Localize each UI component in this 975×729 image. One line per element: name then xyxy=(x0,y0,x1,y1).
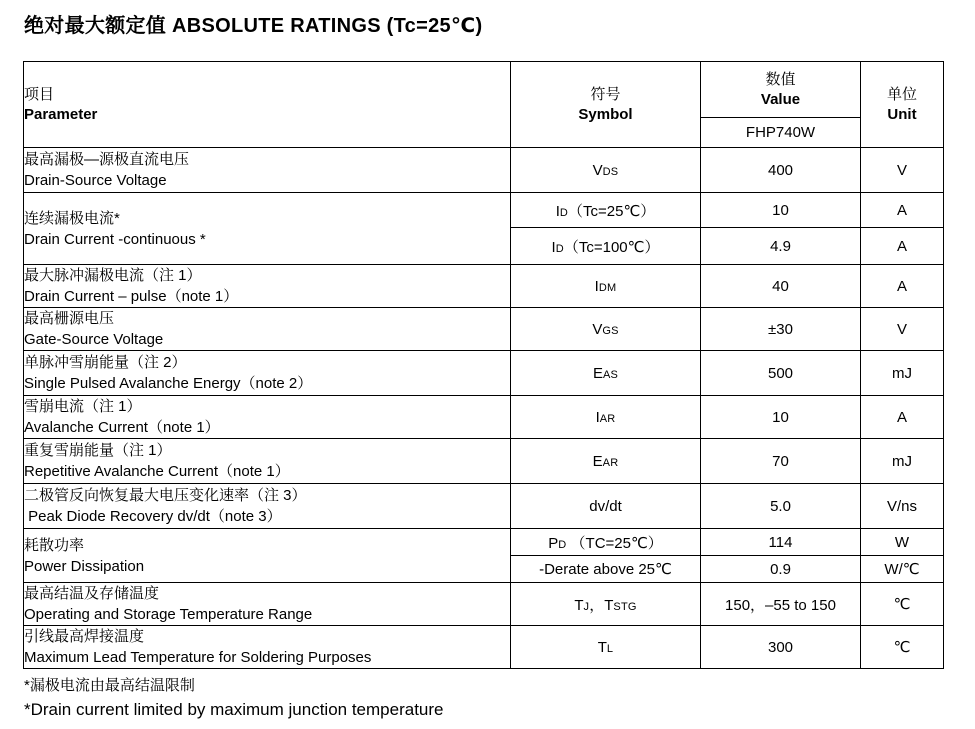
parameter-cell xyxy=(24,626,511,669)
symbol-subscript: D xyxy=(555,242,564,255)
parameter-en: Drain Current – pulse（note 1） xyxy=(24,288,239,305)
parameter-en: Avalanche Current（note 1） xyxy=(24,419,220,436)
symbol-text: I xyxy=(551,238,556,256)
symbol-cell xyxy=(511,556,701,583)
unit-cell: V/ns xyxy=(861,484,944,529)
parameter-cell xyxy=(24,351,511,396)
unit-cell: ℃ xyxy=(861,626,944,669)
value-cell: 114 xyxy=(701,529,861,556)
footnotes xyxy=(24,674,975,722)
table-row xyxy=(24,308,944,351)
value-cell: 4.9 xyxy=(701,228,861,265)
footnote-en: *Drain current limited by maximum junction temperature xyxy=(24,700,444,719)
parameter-en: Operating and Storage Temperature Range xyxy=(24,606,313,623)
absolute-ratings-table xyxy=(23,61,944,669)
symbol-cell xyxy=(511,484,701,529)
table-row xyxy=(24,351,944,396)
symbol-cell xyxy=(511,193,701,228)
symbol-subscript: STG xyxy=(613,600,637,613)
unit-cell: mJ xyxy=(861,439,944,484)
parameter-cell xyxy=(24,148,511,193)
symbol-text: T xyxy=(597,638,607,656)
parameter-zh: 重复雪崩能量（注 1） xyxy=(24,442,172,459)
table-row xyxy=(24,148,944,193)
unit-cell: V xyxy=(861,308,944,351)
value-cell: 400 xyxy=(701,148,861,193)
unit-cell: W xyxy=(861,529,944,556)
table-row xyxy=(24,484,944,529)
parameter-en: Peak Diode Recovery dv/dt（note 3） xyxy=(24,508,282,525)
symbol-subscript: D xyxy=(559,206,569,219)
value-cell: 150，–55 to 150 xyxy=(701,583,861,626)
header-symbol-en: Symbol xyxy=(578,105,633,123)
datasheet-page xyxy=(0,9,975,722)
parameter-cell xyxy=(24,439,511,484)
symbol-text: dv/dt xyxy=(589,497,622,515)
parameter-zh: 最高结温及存储温度 xyxy=(24,585,160,602)
symbol-subscript: DS xyxy=(602,165,619,178)
header-symbol-zh: 符号 xyxy=(590,85,621,103)
value-cell: ±30 xyxy=(701,308,861,351)
parameter-cell xyxy=(24,529,511,583)
table-row xyxy=(24,626,944,669)
symbol-subscript: AS xyxy=(602,368,619,381)
parameter-cell xyxy=(24,396,511,439)
symbol-text: T xyxy=(574,596,584,614)
parameter-zh: 连续漏极电流* xyxy=(24,209,120,227)
header-value-en: Value xyxy=(760,90,801,108)
unit-cell: A xyxy=(861,228,944,265)
ratings-body xyxy=(24,148,944,669)
symbol-subscript: L xyxy=(606,642,614,655)
symbol-subscript: AR xyxy=(599,412,616,425)
header-parameter xyxy=(24,62,511,148)
header-parameter-zh: 项目 xyxy=(24,85,55,103)
symbol-cell xyxy=(511,265,701,308)
symbol-cell xyxy=(511,439,701,484)
parameter-cell xyxy=(24,265,511,308)
symbol-cell xyxy=(511,626,701,669)
symbol-text: V xyxy=(592,161,603,179)
symbol-subscript: J xyxy=(583,600,590,613)
symbol-text: I xyxy=(595,408,600,426)
parameter-en: Repetitive Avalanche Current（note 1） xyxy=(24,463,290,480)
footnote-zh: *漏极电流由最高结温限制 xyxy=(24,677,195,694)
unit-cell: W/℃ xyxy=(861,556,944,583)
unit-cell: A xyxy=(861,396,944,439)
symbol-text: （Tc=25℃） xyxy=(568,202,656,220)
header-value xyxy=(701,62,861,118)
value-cell: 10 xyxy=(701,396,861,439)
parameter-zh: 最高漏极—源极直流电压 xyxy=(24,151,190,168)
symbol-subscript: AR xyxy=(602,456,619,469)
symbol-cell xyxy=(511,583,701,626)
parameter-zh: 雪崩电流（注 1） xyxy=(24,398,142,415)
table-row xyxy=(24,439,944,484)
value-cell: 40 xyxy=(701,265,861,308)
parameter-en: Drain-Source Voltage xyxy=(24,172,167,189)
symbol-cell xyxy=(511,396,701,439)
unit-cell: A xyxy=(861,193,944,228)
symbol-text: （Tc=100℃） xyxy=(563,238,660,256)
symbol-text: E xyxy=(592,452,603,470)
symbol-subscript: GS xyxy=(602,324,619,337)
parameter-zh: 最高栅源电压 xyxy=(24,310,115,327)
symbol-text: ， xyxy=(589,596,605,614)
symbol-subscript: DM xyxy=(598,281,617,294)
value-cell: 500 xyxy=(701,351,861,396)
unit-cell: V xyxy=(861,148,944,193)
table-row xyxy=(24,265,944,308)
parameter-zh: 二极管反向恢复最大电压变化速率（注 3） xyxy=(24,487,307,504)
value-cell: 10 xyxy=(701,193,861,228)
symbol-text: I xyxy=(594,277,599,295)
value-cell: 5.0 xyxy=(701,484,861,529)
unit-cell: A xyxy=(861,265,944,308)
parameter-en: Single Pulsed Avalanche Energy（note 2） xyxy=(24,375,313,392)
symbol-text: V xyxy=(592,320,603,338)
parameter-en: Drain Current -continuous * xyxy=(24,230,206,248)
parameter-cell xyxy=(24,484,511,529)
table-row xyxy=(24,529,944,556)
header-unit-en: Unit xyxy=(887,105,917,123)
parameter-zh: 单脉冲雪崩能量（注 2） xyxy=(24,354,187,371)
symbol-text: -Derate above 25℃ xyxy=(539,561,672,578)
parameter-zh: 最大脉冲漏极电流（注 1） xyxy=(24,267,202,284)
model-cell: FHP740W xyxy=(701,118,861,148)
symbol-text: （TC=25℃） xyxy=(566,534,663,552)
header-value-zh: 数值 xyxy=(765,70,796,88)
unit-cell: mJ xyxy=(861,351,944,396)
value-cell: 70 xyxy=(701,439,861,484)
value-cell: 300 xyxy=(701,626,861,669)
header-symbol xyxy=(511,62,701,148)
header-unit xyxy=(861,62,944,148)
value-cell: 0.9 xyxy=(701,556,861,583)
symbol-subscript: D xyxy=(558,538,567,551)
symbol-cell xyxy=(511,351,701,396)
parameter-cell xyxy=(24,193,511,265)
parameter-cell xyxy=(24,583,511,626)
unit-cell: ℃ xyxy=(861,583,944,626)
table-row xyxy=(24,396,944,439)
symbol-text: I xyxy=(555,202,560,220)
symbol-cell xyxy=(511,148,701,193)
table-row xyxy=(24,583,944,626)
parameter-en: Gate-Source Voltage xyxy=(24,331,164,348)
header-unit-zh: 单位 xyxy=(886,85,917,103)
parameter-en: Maximum Lead Temperature for Soldering Purposes xyxy=(24,649,372,666)
parameter-cell xyxy=(24,308,511,351)
symbol-text: E xyxy=(592,364,603,382)
symbol-cell xyxy=(511,228,701,265)
header-parameter-en: Parameter xyxy=(24,105,98,123)
symbol-cell xyxy=(511,529,701,556)
table-row xyxy=(24,193,944,228)
symbol-text: P xyxy=(548,534,559,552)
page-title: 绝对最大额定值 ABSOLUTE RATINGS (Tc=25℃) xyxy=(24,15,483,37)
symbol-text: T xyxy=(604,596,614,614)
parameter-en: Power Dissipation xyxy=(24,557,145,575)
parameter-zh: 耗散功率 xyxy=(24,536,85,554)
header-row-top xyxy=(24,62,944,118)
parameter-zh: 引线最高焊接温度 xyxy=(24,628,145,645)
symbol-cell xyxy=(511,308,701,351)
